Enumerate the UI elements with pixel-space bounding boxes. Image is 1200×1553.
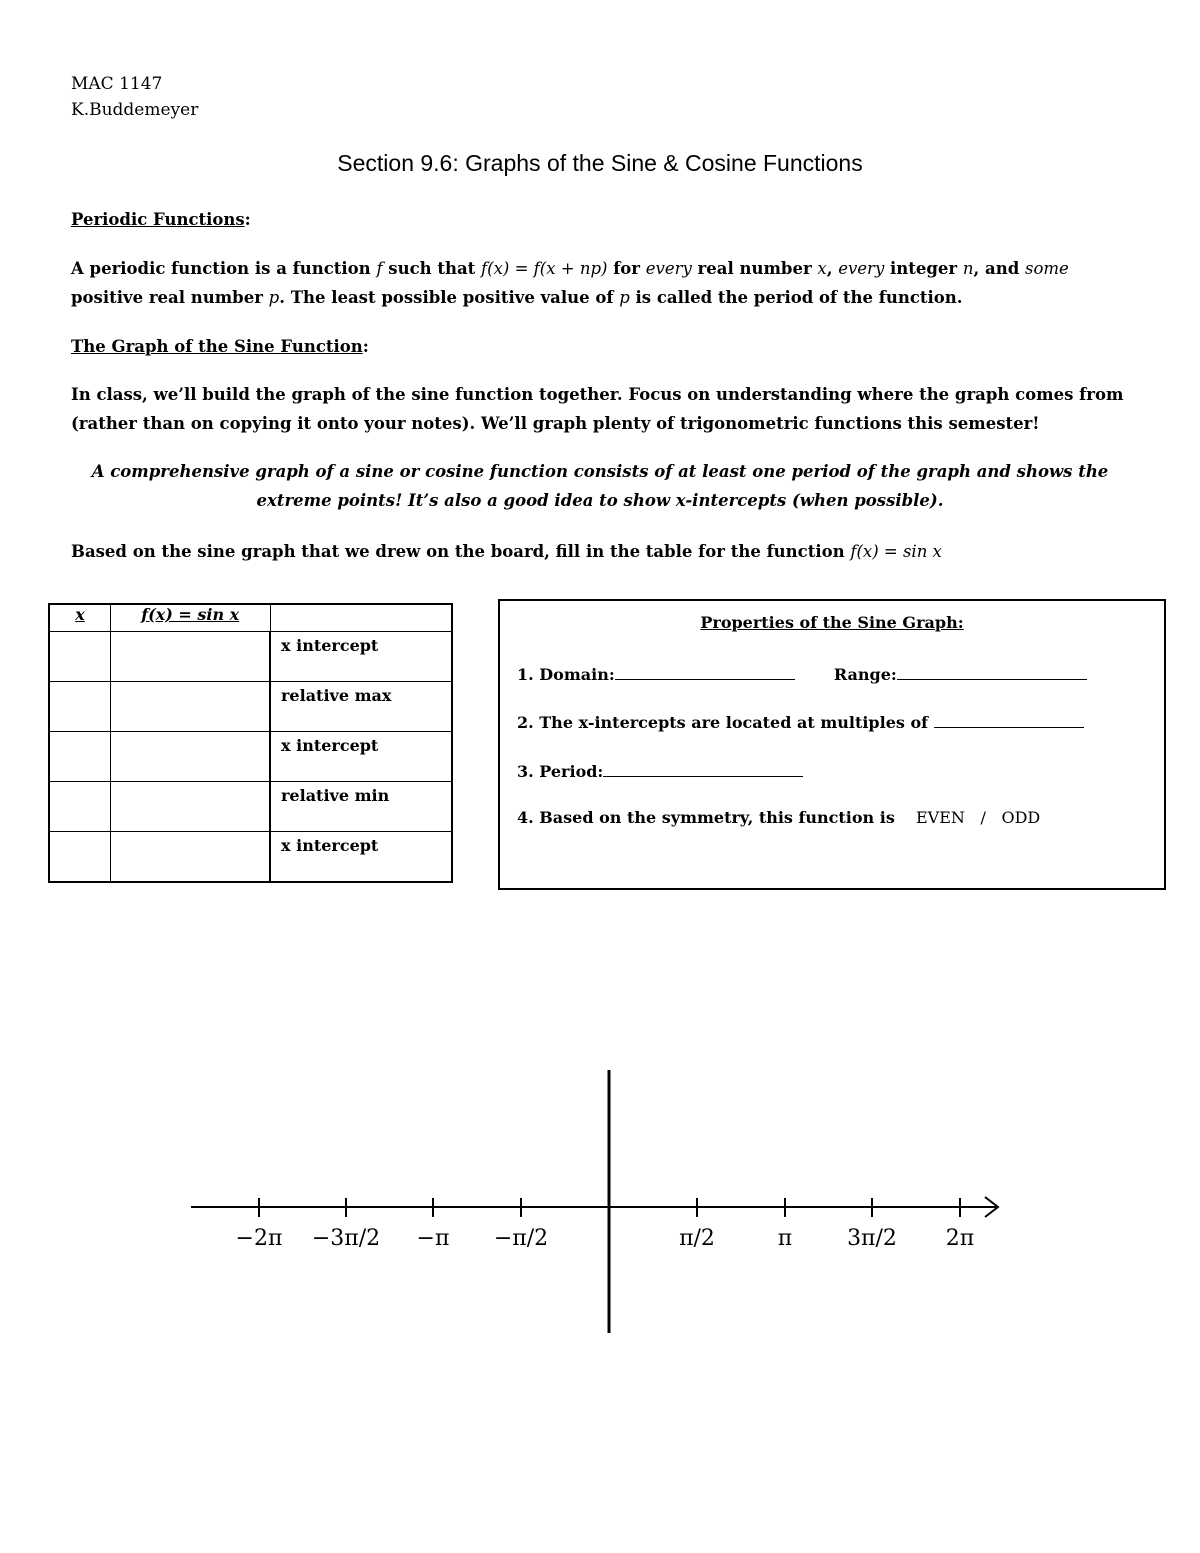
range-label: Range: <box>833 665 897 684</box>
sine-heading-line: The Graph of the Sine Function: <box>71 337 369 356</box>
intercepts-label: 2. The x-intercepts are located at multiples of <box>517 713 934 732</box>
page-title: Section 9.6: Graphs of the Sine & Cosine Functions <box>337 150 863 176</box>
def-text-2: such that <box>382 259 482 278</box>
def-text-4: real number <box>691 259 818 278</box>
course-code: MAC 1147 <box>71 74 163 94</box>
period-label: 3. Period: <box>517 762 604 781</box>
def-every-2: every <box>838 259 885 278</box>
def-text-7: , and <box>973 259 1025 278</box>
def-text-8: positive real number <box>71 288 269 307</box>
def-f: f <box>376 259 383 278</box>
def-some: some <box>1024 259 1069 278</box>
sine-intro: In class, we’ll build the graph of the sine function together. Focus on understanding where the graph comes from (rather than on copying it onto your notes). We’ll graph plenty of trigonometric functions this semester! <box>71 385 1124 433</box>
axis-tick-label: 3π/2 <box>847 1226 897 1251</box>
cell-note: relative max <box>270 682 452 732</box>
fill-text: Based on the sine graph that we drew on the board, fill in the table for the function <box>71 542 851 561</box>
axis-tick-label: −2π <box>235 1226 283 1251</box>
axis-tick-label: −π <box>416 1226 450 1251</box>
def-text-1: A periodic function is a function <box>71 259 377 278</box>
periodic-heading-line: Periodic Functions: <box>71 210 251 229</box>
def-every-1: every <box>645 259 692 278</box>
fill-equation: f(x) = sin x <box>850 542 942 561</box>
even-option[interactable]: EVEN <box>915 808 965 827</box>
emphasis-note: A comprehensive graph of a sine or cosine function consists of at least one period of the graph and shows the extreme points! It’s also a good idea to show x-intercepts (when possible). <box>91 462 1109 510</box>
axis-tick-label: π/2 <box>679 1226 715 1251</box>
axis-tick-label: −π/2 <box>493 1226 549 1251</box>
instructor-name: K.Buddemeyer <box>71 100 199 120</box>
cell-note: x intercept <box>270 732 452 782</box>
def-text-6: integer <box>884 259 963 278</box>
axis-tick-label: π <box>777 1226 793 1251</box>
domain-label: 1. Domain: <box>517 665 615 684</box>
option-separator: / <box>980 808 986 827</box>
axis-tick-label: −3π/2 <box>311 1226 381 1251</box>
cell-note: x intercept <box>270 832 452 882</box>
def-n: n <box>962 259 974 278</box>
axis-tick-label: 2π <box>945 1226 975 1251</box>
odd-option[interactable]: ODD <box>1001 808 1041 827</box>
col-header-f: f(x) = sin x <box>111 604 271 632</box>
periodic-heading: Periodic Functions <box>71 210 245 229</box>
def-text-10: is called the period of the function. <box>629 288 963 307</box>
cell-note: x intercept <box>270 632 452 682</box>
def-x: x <box>817 259 827 278</box>
def-text-5: , <box>826 259 839 278</box>
def-p: p <box>268 288 280 307</box>
properties-title: Properties of the Sine Graph: <box>700 613 964 632</box>
def-p-2: p <box>619 288 630 307</box>
def-text-9: . The least possible positive value of <box>279 288 620 307</box>
symmetry-label: 4. Based on the symmetry, this function is <box>517 808 895 827</box>
cell-note: relative min <box>270 782 452 832</box>
def-equation: f(x) = f(x + np) <box>481 259 608 278</box>
col-header-x: x <box>49 604 111 632</box>
def-text-3: for <box>607 259 646 278</box>
sine-heading: The Graph of the Sine Function <box>71 337 363 356</box>
